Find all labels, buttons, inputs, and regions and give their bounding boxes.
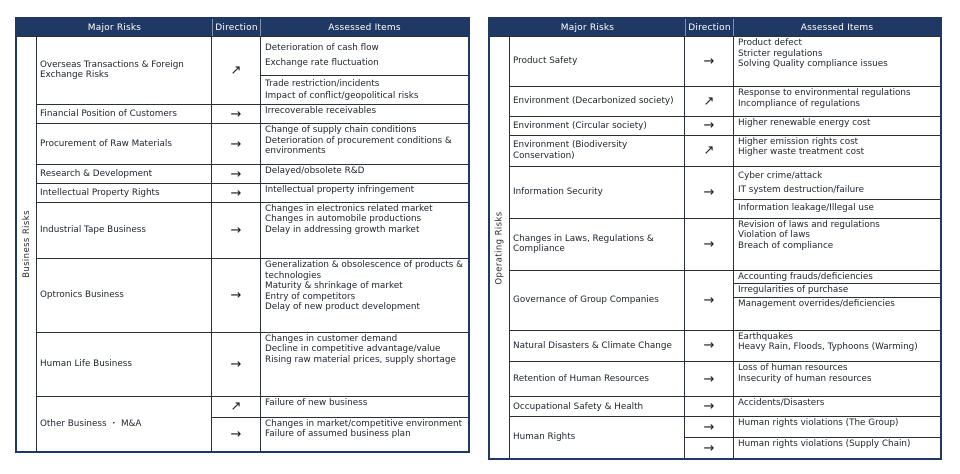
- assessed-items-cell: [734, 37, 940, 86]
- assessed-items-cell: [261, 397, 468, 417]
- assessed-item: Incompliance of regulations: [738, 98, 860, 109]
- direction-cell: [685, 331, 734, 362]
- direction-cell: [212, 105, 261, 123]
- risk-name-cell: [510, 136, 685, 167]
- header-assessed-items: Assessed Items: [328, 22, 401, 33]
- risk-name: Governance of Group Companies: [513, 294, 659, 305]
- direction-cell: [685, 37, 734, 86]
- risk-name: Optronics Business: [40, 290, 124, 301]
- business-risks-table: [15, 17, 470, 453]
- assessed-item: Accidents/Disasters: [738, 398, 825, 409]
- direction-cell: [685, 362, 734, 396]
- assessed-item-group: [261, 75, 468, 104]
- table-row: [510, 86, 940, 116]
- direction-cell: [685, 167, 734, 217]
- table-row: [510, 37, 940, 86]
- assessed-item: Intellectual property infringement: [265, 185, 415, 196]
- trend-flat-arrow-icon: →: [703, 292, 715, 308]
- assessed-item: Breach of compliance: [738, 240, 834, 251]
- risk-name: Occupational Safety & Health: [513, 401, 644, 412]
- assessed-item: Generalization & obsolescence of products & technologies: [265, 260, 464, 281]
- assessed-item: Delay in addressing growth market: [265, 224, 420, 235]
- trend-flat-arrow-icon: →: [230, 426, 242, 442]
- risk-name-cell: [510, 397, 685, 416]
- header-major-risks: Major Risks: [87, 22, 142, 33]
- assessed-item: Changes in automobile productions: [265, 214, 422, 225]
- trend-up-arrow-icon: ↗: [703, 143, 715, 159]
- direction-cell: [212, 418, 261, 451]
- risk-name-cell: [510, 271, 685, 330]
- assessed-item: Response to environmental regulations: [738, 88, 911, 99]
- assessed-items-cell: [261, 105, 468, 123]
- assessed-item-group: [734, 117, 940, 130]
- direction-cell: [212, 165, 261, 183]
- assessed-item-group: [734, 136, 940, 159]
- risk-name-cell: [510, 219, 685, 270]
- trend-flat-arrow-icon: →: [230, 185, 242, 201]
- assessed-item-group: [261, 165, 468, 178]
- trend-flat-arrow-icon: →: [703, 371, 715, 387]
- assessed-item-group: [734, 362, 940, 385]
- assessed-item: Rising raw material prices, supply shortage: [265, 354, 456, 365]
- assessed-item-group: [261, 203, 468, 237]
- assessed-item: Delayed/obsolete R&D: [265, 166, 365, 176]
- risk-name: Retention of Human Resources: [513, 374, 649, 385]
- assessed-items-cell: [261, 124, 468, 164]
- risk-name: Information Security: [513, 187, 603, 198]
- trend-flat-arrow-icon: →: [230, 222, 242, 238]
- assessed-item-group: [734, 297, 940, 311]
- trend-flat-arrow-icon: →: [703, 236, 715, 252]
- table-row: [510, 116, 940, 134]
- risk-name-cell: [37, 203, 212, 258]
- assessed-item: Failure of new business: [265, 397, 368, 408]
- assessed-items-cell: [734, 397, 940, 416]
- direction-cell: [685, 271, 734, 330]
- assessed-item: Insecurity of human resources: [738, 373, 872, 384]
- assessed-item: Solving Quality compliance issues: [738, 59, 888, 69]
- trend-flat-arrow-icon: →: [230, 356, 242, 372]
- risk-name-cell: [510, 331, 685, 362]
- direction-cell: [685, 219, 734, 270]
- trend-flat-arrow-icon: →: [230, 106, 242, 122]
- trend-up-arrow-icon: ↗: [230, 399, 242, 415]
- assessed-items-cell: [734, 219, 940, 270]
- table-row: [37, 104, 468, 123]
- table-header: [490, 19, 940, 37]
- assessed-items-cell: [734, 167, 940, 217]
- direction-cell: [685, 87, 734, 116]
- assessed-item: Higher renewable energy cost: [738, 118, 871, 129]
- direction-cell: [212, 184, 261, 201]
- trend-flat-arrow-icon: →: [703, 184, 715, 200]
- table-row: [37, 164, 468, 183]
- assessed-item: IT system destruction/failure: [738, 184, 865, 195]
- risk-name-cell: [37, 37, 212, 104]
- risk-name-cell: [37, 105, 212, 123]
- risk-name-cell: [37, 259, 212, 332]
- direction-cell: [212, 203, 261, 258]
- category-label-operating-risks: [490, 37, 510, 458]
- assessed-item: Decline in competitive advantage/value: [265, 344, 441, 355]
- assessed-items-cell: [261, 333, 468, 396]
- table-row: [510, 166, 940, 217]
- assessed-item: Irrecoverable receivables: [265, 105, 377, 116]
- risk-name-cell: [37, 184, 212, 201]
- direction-cell: [212, 124, 261, 164]
- assessed-item: Maturity & shrinkage of market: [265, 281, 403, 292]
- assessed-item: Loss of human resources: [738, 363, 848, 374]
- table-row: [37, 258, 468, 332]
- table-row: [510, 416, 940, 458]
- assessed-item-group: [261, 184, 468, 197]
- category-label-text: Business Risks: [21, 210, 32, 278]
- assessed-items-cell: [261, 37, 468, 104]
- direction-cell: [212, 259, 261, 332]
- assessed-item: Changes in market/competitive environment: [265, 418, 463, 429]
- assessed-item: Heavy Rain, Floods, Typhoons (Warming): [738, 342, 918, 353]
- table-row: [37, 202, 468, 258]
- table-row: [37, 332, 468, 396]
- table-row: [510, 330, 940, 362]
- risk-name: Overseas Transactions & Foreign Exchange Risks: [40, 59, 184, 81]
- assessed-item-group: [261, 418, 468, 441]
- assessed-items-cell: [734, 417, 940, 437]
- assessed-item-group: [734, 417, 940, 430]
- assessed-items-cell: [734, 438, 940, 458]
- assessed-item: Entry of competitors: [265, 291, 356, 302]
- table-row: [510, 270, 940, 330]
- trend-flat-arrow-icon: →: [230, 136, 242, 152]
- table-row: [37, 123, 468, 164]
- assessed-item: Delay of new product development: [265, 302, 420, 313]
- assessed-item: Accounting frauds/deficiencies: [738, 271, 873, 282]
- assessed-item: Earthquakes: [738, 331, 793, 342]
- assessed-item-group: [734, 283, 940, 297]
- assessed-item: Revision of laws and regulations: [738, 219, 880, 230]
- trend-flat-arrow-icon: →: [703, 419, 715, 435]
- direction-cell: [685, 136, 734, 167]
- assessed-items-cell: [261, 418, 468, 451]
- risk-name: Product Safety: [513, 56, 578, 67]
- risk-name-cell: [510, 87, 685, 116]
- assessed-item-group: [734, 167, 940, 199]
- header-major-risks: Major Risks: [560, 22, 615, 33]
- risk-name: Research & Development: [40, 168, 153, 179]
- risk-name-cell: [510, 37, 685, 86]
- risk-name: Human Rights: [513, 432, 576, 443]
- assessed-item-group: [734, 271, 940, 284]
- assessed-item: Product defect: [738, 38, 802, 48]
- risk-name-cell: [37, 397, 212, 451]
- trend-flat-arrow-icon: →: [230, 166, 242, 182]
- assessed-item-group: [261, 333, 468, 367]
- risk-name: Financial Position of Customers: [40, 108, 177, 119]
- assessed-items-cell: [261, 184, 468, 201]
- assessed-item: Change of supply chain conditions: [265, 125, 417, 136]
- risk-name-cell: [37, 333, 212, 396]
- header-assessed-items: Assessed Items: [800, 22, 874, 33]
- assessed-item: Deterioration of cash flow: [265, 42, 379, 53]
- risk-name: Environment (Circular society): [513, 120, 647, 131]
- assessed-item-group: [734, 397, 940, 410]
- assessed-item: Changes in customer demand: [265, 333, 398, 344]
- category-label-business-risks: [17, 37, 37, 451]
- direction-cell: [685, 397, 734, 416]
- assessed-item-group: [261, 105, 468, 118]
- direction-cell: [212, 397, 261, 417]
- risk-name: Changes in Laws, Regulations & Compliance: [513, 233, 654, 255]
- risk-name: Natural Disasters & Climate Change: [513, 340, 672, 351]
- assessed-item-group: [261, 397, 468, 410]
- risk-name-cell: [37, 124, 212, 164]
- assessed-items-cell: [734, 271, 940, 330]
- assessed-item-group: [261, 124, 468, 158]
- assessed-item: Irregularities of purchase: [738, 285, 849, 296]
- assessed-item-group: [734, 199, 940, 218]
- assessed-item: Human rights violations (The Group): [738, 418, 899, 429]
- assessed-item: Stricter regulations: [738, 48, 823, 59]
- risk-name-cell: [510, 117, 685, 134]
- trend-flat-arrow-icon: →: [703, 54, 715, 70]
- table-row: [37, 396, 468, 451]
- header-direction: Direction: [212, 19, 261, 36]
- trend-flat-arrow-icon: →: [703, 118, 715, 134]
- risk-name: Industrial Tape Business: [40, 225, 146, 236]
- assessed-item: Information leakage/Illegal use: [738, 203, 874, 214]
- assessed-items-cell: [734, 362, 940, 396]
- assessed-items-cell: [261, 259, 468, 332]
- assessed-items-cell: [261, 203, 468, 258]
- trend-flat-arrow-icon: →: [703, 338, 715, 354]
- risk-name: Intellectual Property Rights: [40, 187, 160, 198]
- trend-up-arrow-icon: ↗: [230, 62, 242, 78]
- assessed-items-cell: [734, 117, 940, 134]
- category-label-text: Operating Risks: [494, 210, 505, 285]
- trend-up-arrow-icon: ↗: [703, 94, 715, 110]
- assessed-item: Trade restriction/incidents: [265, 78, 380, 89]
- table-row: [37, 37, 468, 104]
- direction-cell: [685, 117, 734, 134]
- assessed-items-cell: [734, 331, 940, 362]
- assessed-item: Management overrides/deficiencies: [738, 298, 895, 309]
- direction-cell: [212, 37, 261, 104]
- assessed-item: Changes in electronics related market: [265, 203, 433, 214]
- assessed-item: Higher waste treatment cost: [738, 147, 865, 157]
- assessed-items-cell: [734, 136, 940, 167]
- assessed-item-group: [734, 37, 940, 71]
- risk-name: Environment (Decarbonized society): [513, 96, 674, 107]
- header-direction: Direction: [685, 19, 734, 36]
- table-row: [510, 361, 940, 396]
- assessed-item: Cyber crime/attack: [738, 171, 823, 182]
- table-header: [17, 19, 468, 37]
- table-row: [510, 135, 940, 167]
- assessed-item-group: [734, 219, 940, 253]
- table-row: [510, 396, 940, 416]
- risk-name-cell: [37, 165, 212, 183]
- assessed-item-group: [734, 438, 940, 451]
- trend-flat-arrow-icon: →: [703, 399, 715, 415]
- assessed-item-group: [261, 37, 468, 75]
- assessed-item-group: [734, 331, 940, 354]
- table-row: [37, 183, 468, 201]
- assessed-items-cell: [734, 87, 940, 116]
- assessed-item: Exchange rate fluctuation: [265, 58, 379, 69]
- assessed-items-cell: [261, 165, 468, 183]
- assessed-item: Deterioration of procurement conditions & environments: [265, 135, 452, 157]
- assessed-item: Violation of laws: [738, 230, 811, 241]
- operating-risks-table: [488, 17, 942, 460]
- trend-flat-arrow-icon: →: [230, 287, 242, 303]
- assessed-item-group: [734, 87, 940, 110]
- risk-name: Procurement of Raw Materials: [40, 138, 172, 149]
- trend-flat-arrow-icon: →: [703, 440, 715, 456]
- assessed-item: Higher emission rights cost: [738, 136, 859, 147]
- risk-name: Environment (Biodiversity Conservation): [513, 140, 628, 161]
- direction-cell: [685, 417, 734, 437]
- direction-cell: [212, 333, 261, 396]
- assessed-item: Failure of assumed business plan: [265, 429, 411, 440]
- risk-name: Human Life Business: [40, 358, 132, 369]
- assessed-item: Impact of conflict/geopolitical risks: [265, 90, 419, 101]
- risk-name: Other Business ・ M&A: [40, 418, 142, 429]
- table-row: [510, 218, 940, 270]
- risk-name-cell: [510, 362, 685, 396]
- risk-name-cell: [510, 417, 685, 458]
- risk-name-cell: [510, 167, 685, 217]
- assessed-item-group: [261, 259, 468, 314]
- direction-cell: [685, 438, 734, 458]
- assessed-item: Human rights violations (Supply Chain): [738, 439, 911, 450]
